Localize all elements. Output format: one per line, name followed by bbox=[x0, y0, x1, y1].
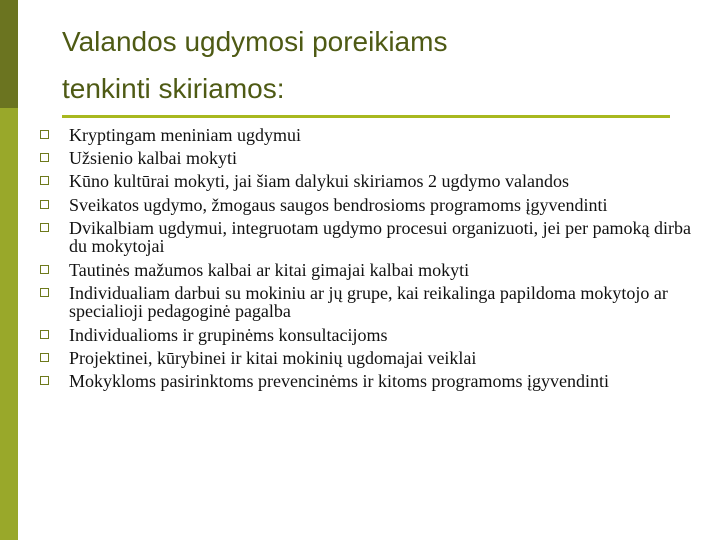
list-item-text: Tautinės mažumos kalbai ar kitai gimajai kalbai mokyti bbox=[69, 259, 470, 280]
square-bullet-icon bbox=[40, 288, 49, 297]
list-item bbox=[38, 196, 698, 215]
list-item bbox=[38, 261, 698, 280]
list-item-text: Projektinei, kūrybinei ir kitai mokinių ugdomajai veiklai bbox=[69, 347, 477, 368]
title-divider bbox=[62, 115, 670, 118]
square-bullet-icon bbox=[40, 376, 49, 385]
list-item bbox=[38, 126, 698, 145]
square-bullet-icon bbox=[40, 330, 49, 339]
list-item-text: Užsienio kalbai mokyti bbox=[69, 148, 237, 169]
square-bullet-icon bbox=[40, 130, 49, 139]
slide-title bbox=[62, 18, 682, 112]
list-item-text: Dvikalbiam ugdymui, integruotam ugdymo procesui organizuoti, jei per pamoką dirba du mokytojai bbox=[69, 217, 692, 257]
list-item bbox=[38, 219, 698, 256]
square-bullet-icon bbox=[40, 353, 49, 362]
list-item-text: Sveikatos ugdymo, žmogaus saugos bendrosioms programoms įgyvendinti bbox=[69, 194, 608, 215]
list-item bbox=[38, 326, 698, 345]
square-bullet-icon bbox=[40, 223, 49, 232]
bullet-list bbox=[38, 126, 698, 395]
list-item-text: Kryptingam meniniam ugdymui bbox=[69, 125, 301, 145]
list-item-text: Kūno kultūrai mokyti, jai šiam dalykui skiriamos 2 ugdymo valandos bbox=[69, 171, 569, 192]
list-item bbox=[38, 349, 698, 368]
square-bullet-icon bbox=[40, 265, 49, 274]
list-item bbox=[38, 372, 698, 391]
list-item-text: Mokykloms pasirinktoms prevencinėms ir kitoms programoms įgyvendinti bbox=[69, 370, 609, 391]
square-bullet-icon bbox=[40, 200, 49, 209]
list-item-text: Individualioms ir grupinėms konsultacijoms bbox=[69, 324, 388, 345]
slide-title-line-1: Valandos ugdymosi poreikiams bbox=[62, 26, 448, 57]
slide-title-line-2: tenkinti skiriamos: bbox=[62, 73, 285, 104]
list-item bbox=[38, 149, 698, 168]
list-item bbox=[38, 172, 698, 191]
list-item-text: Individualiam darbui su mokiniu ar jų grupe, kai reikalinga papildoma mokytojo ar specialioji pedagoginė pagalba bbox=[69, 282, 668, 322]
square-bullet-icon bbox=[40, 176, 49, 185]
side-accent-bar-top bbox=[0, 0, 18, 108]
list-item bbox=[38, 284, 698, 321]
square-bullet-icon bbox=[40, 153, 49, 162]
